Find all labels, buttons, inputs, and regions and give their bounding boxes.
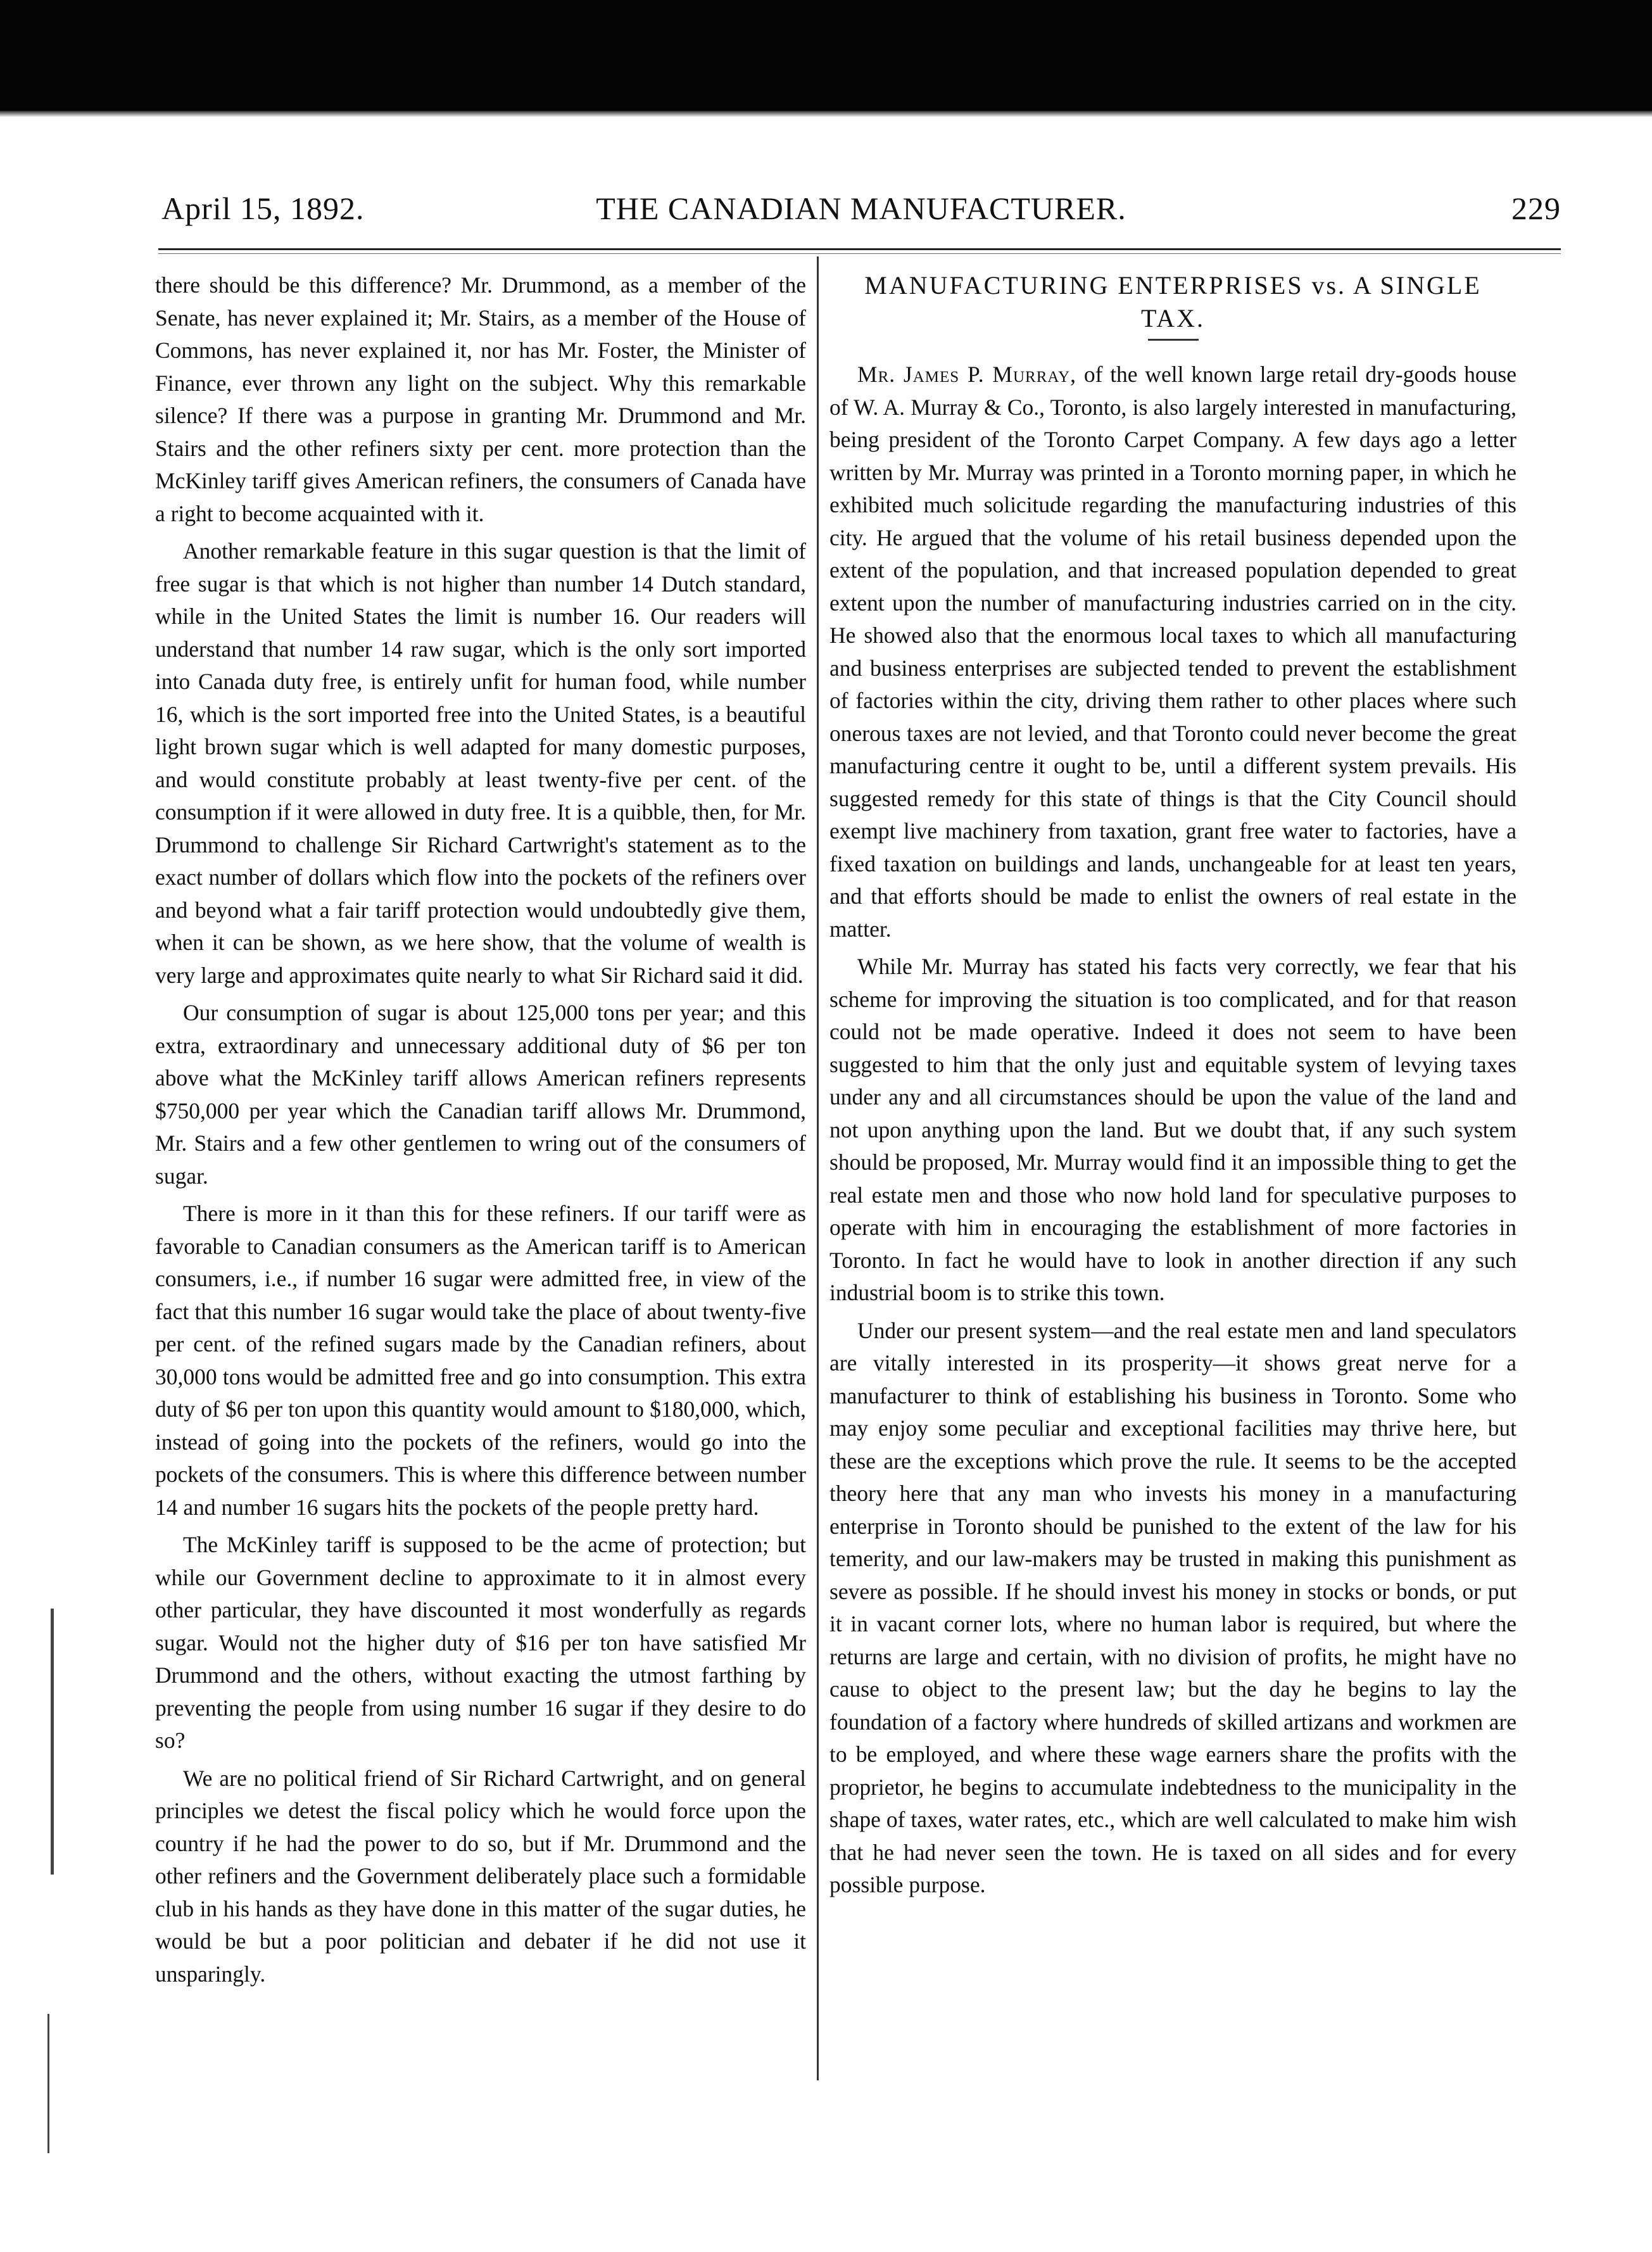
scan-margin-mark: [51, 1609, 54, 1875]
article-title-line: MANUFACTURING ENTERPRISES vs. A SINGLE: [864, 271, 1482, 300]
scan-margin-mark: [47, 2014, 49, 2153]
column-divider: [817, 256, 819, 2080]
article-title-rule: [1148, 339, 1199, 341]
paragraph: Our consumption of sugar is about 125,000 tons per year; and this extra, extraordinary and unnecessary additional duty of $6 per ton above what the McKinley tariff allows American refiners represents $750,000 per year which the Canadian tariff allows Mr. Drummond, Mr. Stairs and a few other gentlemen to wring out of the consumers of sugar.: [155, 1000, 806, 1189]
paragraph: Under our present system—and the real estate men and land speculators are vitally interested in its prosperity—it shows great nerve for a manufacturer to think of establishing his business in Toronto. Some who may enjoy some peculiar and exceptional facilities may thrive here, but these are the exceptions which prove the rule. It seems to be the accepted theory here that any man who invests his money in a manufacturing enterprise in Toronto should be punished to the extent of the law for his temerity, and our law-makers may be trusted in making this punishment as severe as possible. If he should invest his money in stocks or bonds, or put it in vacant corner lots, where no human labor is required, but where the returns are large and certain, with no division of profits, he might have no cause to object to the present law; but the day he begins to lay the foundation of a factory where hundreds of skilled artizans and workmen are to be employed, and where these wage earners share the profits with the proprietor, he begins to accumulate indebtedness to the municipality in the shape of taxes, water rates, etc., which are well calculated to make him wish that he had never seen the town. He is taxed on all sides and for every possible purpose.: [829, 1317, 1516, 1897]
paragraph: There is more in it than this for these refiners. If our tariff were as favorable to Canadian consumers as the American tariff is to American consumers, i.e., if number 16 sugar were admitted free, in view of the fact that this number 16 sugar would take the place of about twenty-five per cent. of the refined sugars made by the Canadian refiners, about 30,000 tons would be admitted free and go into consumption. This extra duty of $6 per ton upon this quantity would amount to $180,000, which, instead of going into the pockets of the refiners, would go into the pockets of the consumers. This is where this difference between number 14 and number 16 sugars hits the pockets of the people pretty hard.: [155, 1201, 806, 1520]
header-rule-thin: [158, 253, 1561, 254]
intro-name: Mr. James P. Murray,: [857, 362, 1077, 387]
running-header: [161, 190, 1561, 241]
paragraph: The McKinley tariff is supposed to be the acme of protection; but while our Government decline to approximate to it in almost every other particular, they have discounted it most wonderfully as regards sugar. Would not the higher duty of $16 per ton have satisfied Mr Drummond and the others, without exacting the utmost farthing by preventing the people from using number 16 sugar if they desire to do so?: [155, 1532, 806, 1753]
paragraph: We are no political friend of Sir Richard Cartwright, and on general principles we detest the fiscal policy which he would force upon the country if he had the power to do so, but if Mr. Drummond and the other refiners and the Government deliberately place such a formidable club in his hands as they have done in this matter of the sugar duties, he would be but a poor politician and debater if he did not use it unsparingly.: [155, 1765, 806, 1987]
paragraph: there should be this difference? Mr. Drummond, as a member of the Senate, has never explained it; Mr. Stairs, as a member of the House of Commons, has never explained it, nor has Mr. Foster, the Minister of Finance, ever thrown any light on the subject. Why this remarkable silence? If there was a purpose in granting Mr. Drummond and Mr. Stairs and the other refiners sixty per cent. more protection than the McKinley tariff gives American refiners, the consumers of Canada have a right to become acquainted with it.: [155, 272, 806, 526]
paragraph: While Mr. Murray has stated his facts very correctly, we fear that his scheme for improving the situation is too complicated, and for that reason could not be made operative. Indeed it does not seem to have been suggested to him that the only just and equitable system of levying taxes under any and all circumstances should be upon the value of the land and not upon anything upon the land. But we doubt that, if any such system should be proposed, Mr. Murray would find it an impossible thing to get the real estate men and those who now hold land for speculative purposes to operate with him in encouraging the establishment of more factories in Toronto. In fact he would have to look in another direction if any such industrial boom is to strike this town.: [829, 954, 1516, 1305]
right-column: [829, 269, 1516, 1902]
paragraph: Another remarkable feature in this sugar question is that the limit of free sugar is that which is not higher than number 14 Dutch standard, while in the United States the limit is number 16. Our readers will understand that number 14 raw sugar, which is the only sort imported into Canada duty free, is entirely unfit for human food, while number 16, which is the sort imported free into the United States, is a beautiful light brown sugar which is well adapted for many domestic purposes, and would constitute probably at least twenty-five per cent. of the consumption if it were allowed in duty free. It is a quibble, then, for Mr. Drummond to challenge Sir Richard Cartwright's statement as to the exact number of dollars which flow into the pockets of the refiners over and beyond what a fair tariff protection would undoubtedly give them, when it can be shown, as we here show, that the volume of wealth is very large and approximates quite nearly to what Sir Richard said it did.: [155, 538, 806, 988]
publication-title: THE CANADIAN MANUFACTURER.: [596, 191, 1126, 226]
scan-top-border-edge: [0, 111, 1652, 117]
left-column: [155, 269, 806, 1990]
header-rule: [158, 248, 1561, 250]
paragraph: [829, 358, 1516, 946]
paragraph-text: of the well known large retail dry-goods house of W. A. Murray & Co., Toronto, is also largely interested in manufacturing, being president of the Toronto Carpet Company. A few days ago a letter written by Mr. Murray was printed in a Toronto morning paper, in which he exhibited much solicitude regarding the manufacturing industries of this city. He argued that the volume of his retail business depended upon the extent of the population, and that increased population depended to great extent upon the number of manufacturing industries carried on in the city. He showed also that the enormous local taxes to which all manufacturing and business enterprises are subjected tended to prevent the establishment of factories within the city, driving them rather to other places where such onerous taxes are not levied, and that Toronto could never become the great manufacturing centre it ought to be, until a different system prevails. His suggested remedy for this state of things is that the City Council should exempt live machinery from taxation, grant free water to factories, have a fixed taxation on buildings and lands, unchangeable for at least ten years, and that efforts should be made to enlist the owners of real estate in the matter.: [829, 362, 1516, 942]
page-number: 229: [1511, 191, 1561, 226]
issue-date: April 15, 1892.: [161, 191, 365, 226]
article-title: [829, 269, 1516, 335]
article-title-line: TAX.: [1140, 304, 1205, 332]
scan-top-border: [0, 0, 1652, 111]
